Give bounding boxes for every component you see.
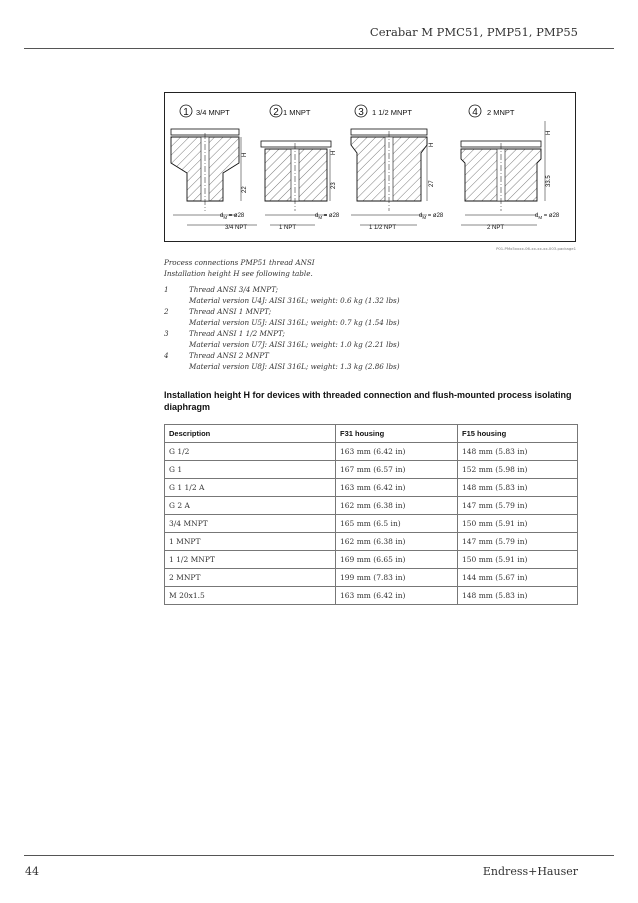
table-cell: 162 mm (6.38 in) [336,533,458,551]
height-dimension: 27 [429,180,435,187]
table-cell: 163 mm (6.42 in) [336,587,458,605]
thread-label: 3/4 NPT [225,225,248,231]
item-number: 2 [273,107,279,118]
table-cell: 148 mm (5.83 in) [458,443,578,461]
legend-text: Thread ANSI 2 MNPT [189,351,269,360]
height-dimension: 23 [331,182,337,189]
legend-detail: Material version U8J: AISI 316L; weight: 1.3 kg (2.86 lbs) [189,362,400,371]
legend-item [164,306,584,328]
thread-label: 1 1/2 NPT [369,225,397,231]
table-cell: 1 1/2 MNPT [165,551,336,569]
diameter-label: $d_M$ = ø28 [220,213,245,220]
document-title: Cerabar M PMC51, PMP51, PMP55 [369,25,578,39]
connection-label: 1 1/2 MNPT [372,108,413,117]
figure-caption [164,257,315,279]
column-header-description: Description [165,425,336,443]
item-number: 1 [183,107,189,118]
legend-detail: Material version U7J: AISI 316L; weight: 1.0 kg (2.21 lbs) [189,340,400,349]
table-row [165,569,578,587]
figure-id: P01-PMx5xxxx-06-xx-xx-xx-003-package1 [496,246,576,251]
table-cell: G 2 A [165,497,336,515]
table-row [165,443,578,461]
table-cell: 147 mm (5.79 in) [458,533,578,551]
installation-height-table [164,424,578,605]
table-cell: 1 MNPT [165,533,336,551]
h-label: H [242,152,248,157]
legend-item [164,350,584,372]
brand-name: Endress+Hauser [482,865,578,878]
diameter-label: $d_M$ = ø28 [535,213,560,220]
diameter-label: $d_M$ = ø28 [315,213,340,220]
legend-detail: Material version U5J: AISI 316L; weight: 0.7 kg (1.54 lbs) [189,318,400,327]
table-row [165,515,578,533]
table-cell: 148 mm (5.83 in) [458,587,578,605]
connection-4-drawing [461,105,560,231]
table-cell: 147 mm (5.79 in) [458,497,578,515]
table-cell: 162 mm (6.38 in) [336,497,458,515]
table-cell: 199 mm (7.83 in) [336,569,458,587]
thread-label: 1 NPT [279,225,297,231]
connection-label: 1 MNPT [283,108,311,117]
height-dimension: 22 [242,186,248,193]
header-divider [24,48,614,49]
legend-number: 3 [164,329,169,338]
legend-item [164,328,584,350]
column-header-f31: F31 housing [336,425,458,443]
connection-label: 3/4 MNPT [196,108,230,117]
table-cell: 3/4 MNPT [165,515,336,533]
connection-1-drawing [171,105,257,231]
table-cell: 163 mm (6.42 in) [336,443,458,461]
item-number: 3 [358,107,364,118]
page-number: 44 [25,865,39,878]
h-label: H [331,150,337,155]
table-cell: 148 mm (5.83 in) [458,479,578,497]
table-cell: M 20x1.5 [165,587,336,605]
footer-divider [24,855,614,856]
connection-3-drawing [351,105,444,231]
table-row [165,551,578,569]
table-row [165,461,578,479]
table-cell: G 1 [165,461,336,479]
h-label: H [546,130,552,135]
legend-item [164,284,584,306]
table-cell: 167 mm (6.57 in) [336,461,458,479]
item-number: 4 [472,107,478,118]
table-row [165,497,578,515]
table-row [165,587,578,605]
table-cell: 150 mm (5.91 in) [458,515,578,533]
thread-label: 2 NPT [487,225,505,231]
table-cell: 144 mm (5.67 in) [458,569,578,587]
legend-number: 4 [164,351,169,360]
figure-legend [164,284,584,372]
connection-label: 2 MNPT [487,108,515,117]
process-connection-figure [164,92,576,242]
table-cell: 2 MNPT [165,569,336,587]
table-cell: 169 mm (6.65 in) [336,551,458,569]
column-header-f15: F15 housing [458,425,578,443]
caption-line-1: Process connections PMP51 thread ANSI [164,258,315,267]
table-cell: 163 mm (6.42 in) [336,479,458,497]
table-row [165,533,578,551]
legend-text: Thread ANSI 3/4 MNPT; [189,285,279,294]
h-label: H [429,142,435,147]
table-cell: 152 mm (5.98 in) [458,461,578,479]
connection-2-drawing [261,105,340,231]
caption-line-2: Installation height H see following table. [164,269,313,278]
legend-text: Thread ANSI 1 MNPT; [189,307,272,316]
table-cell: 165 mm (6.5 in) [336,515,458,533]
table-cell: G 1/2 [165,443,336,461]
height-dimension: 33.5 [546,175,552,187]
table-row [165,479,578,497]
legend-number: 1 [164,285,169,294]
section-heading: Installation height H for devices with threaded connection and flush-mounted process isolating diaphragm [164,390,572,412]
table-cell: 150 mm (5.91 in) [458,551,578,569]
process-connection-drawing [165,93,575,241]
table-header-row [165,425,578,443]
diameter-label: $d_M$ = ø28 [419,213,444,220]
legend-detail: Material version U4J: AISI 316L; weight: 0.6 kg (1.32 lbs) [189,296,400,305]
legend-number: 2 [164,307,169,316]
legend-text: Thread ANSI 1 1/2 MNPT; [189,329,285,338]
table-cell: G 1 1/2 A [165,479,336,497]
